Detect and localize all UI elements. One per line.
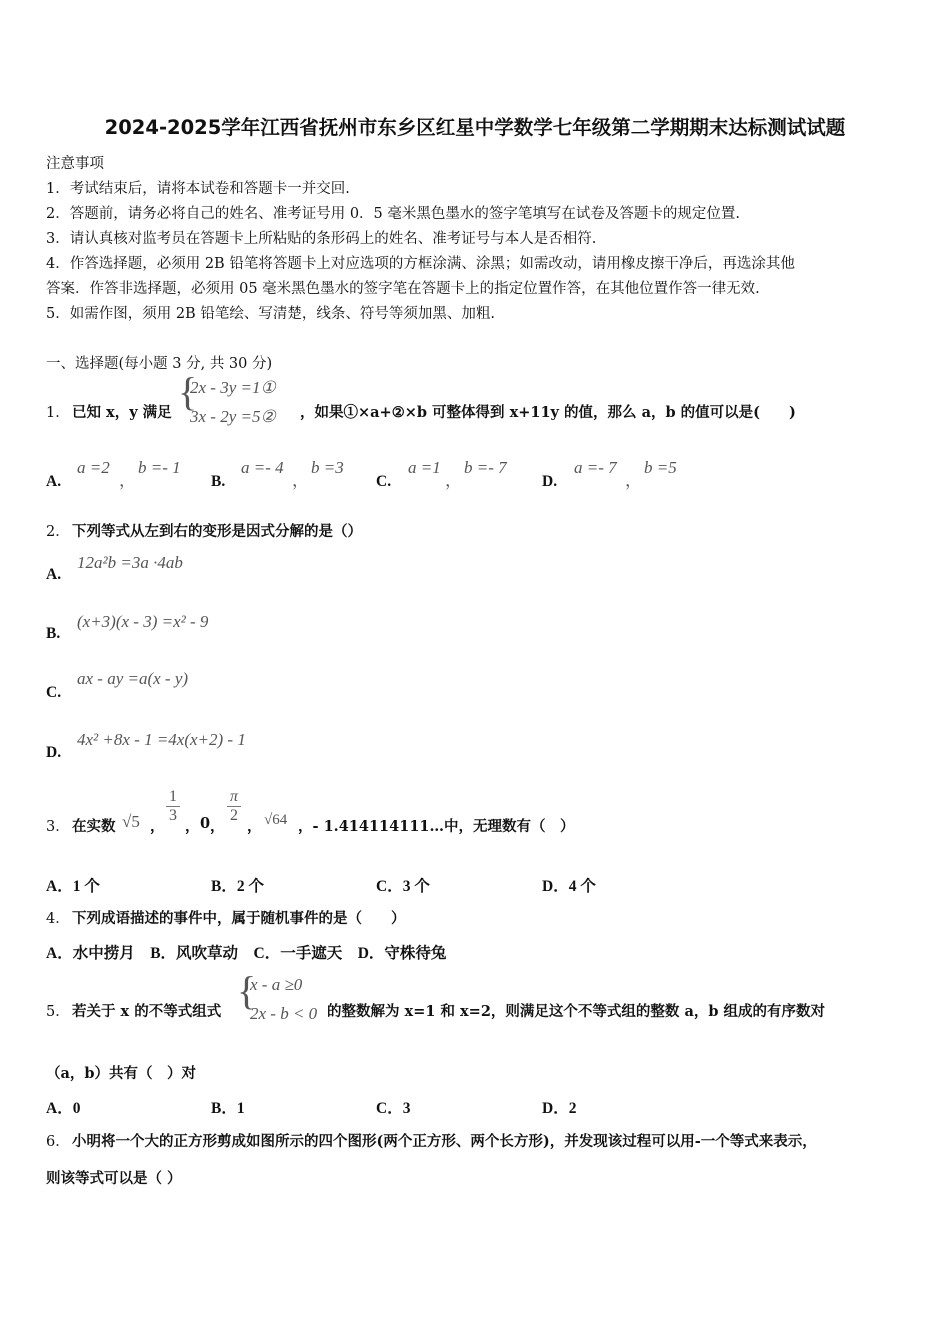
option-expression: 4x² +8x - 1 =4x(x+2) - 1 xyxy=(77,730,246,749)
notice-item: 5．如需作图，须用 2B 铅笔绘、写清楚，线条、符号等须加黑、加粗. xyxy=(46,306,495,322)
option[interactable]: D．2 xyxy=(542,1100,577,1117)
option-label[interactable]: C. xyxy=(46,684,62,701)
question-text: （a，b）共有（ ）对 xyxy=(46,1065,197,1082)
separator: ， xyxy=(445,471,462,490)
question-text: 下列等式从左到右的变形是因式分解的是（） xyxy=(72,523,362,540)
separator: ， xyxy=(185,818,200,835)
option[interactable]: B．1 xyxy=(211,1100,245,1117)
question-number: 6． xyxy=(46,1134,70,1150)
option-value: a =- 7 xyxy=(574,458,617,477)
notice-item: 3．请认真核对监考员在答题卡上所粘贴的条形码上的姓名、准考证号与本人是否相符. xyxy=(46,231,597,247)
equation: 2x - 3y =1① xyxy=(190,378,276,397)
question-number: 2． xyxy=(46,524,70,540)
option[interactable]: A．1 个 xyxy=(46,878,100,895)
question-text: 已知 x，y 满足 xyxy=(72,404,172,421)
section-heading: 一、选择题(每小题 3 分, 共 30 分) xyxy=(46,356,273,372)
option[interactable]: D．4 个 xyxy=(542,878,596,895)
option-value: b =5 xyxy=(644,458,677,477)
option-label[interactable]: A. xyxy=(46,566,62,583)
option-expression: (x+3)(x - 3) =x² - 9 xyxy=(77,612,209,631)
separator: ， xyxy=(247,818,262,835)
notice-item: 答案．作答非选择题，必须用 05 毫米黑色墨水的签字笔在答题卡上的指定位置作答，在其他位置作答一律无效. xyxy=(46,281,760,297)
option[interactable]: C．3 个 xyxy=(376,878,430,895)
page-title: 2024-2025学年江西省抚州市东乡区红星中学数学七年级第二学期期末达标测试试题 xyxy=(104,116,846,139)
separator: ， xyxy=(119,471,136,490)
option-label[interactable]: B. xyxy=(46,625,61,642)
option-expression: ax - ay =a(x - y) xyxy=(77,669,189,688)
option-value: a =1 xyxy=(408,458,441,477)
notice-item: 4．作答选择题，必须用 2B 铅笔将答题卡上对应选项的方框涂满、涂黑；如需改动，请用橡皮擦干净后，再选涂其他 xyxy=(46,256,795,272)
question-text: 下列成语描述的事件中，属于随机事件的是（ ） xyxy=(72,910,406,927)
option[interactable]: B．2 个 xyxy=(211,878,264,895)
option[interactable]: A．0 xyxy=(46,1100,81,1117)
question-text: 若关于 x 的不等式组式 xyxy=(72,1003,222,1020)
option-value: a =- 4 xyxy=(241,458,284,477)
fraction-pi-half: $\frac{\pi}{2}$ xyxy=(227,788,241,825)
option-label[interactable]: C. xyxy=(376,473,392,490)
question-text: 在实数 xyxy=(72,818,116,835)
fraction-one-third: $\frac{1}{3}$ xyxy=(166,788,180,825)
question-number: 4． xyxy=(46,911,70,927)
notice-heading: 注意事项 xyxy=(46,156,104,172)
option-value: b =- 1 xyxy=(138,458,181,477)
option-value: b =- 7 xyxy=(464,458,507,477)
option-label[interactable]: B. xyxy=(211,473,226,490)
option[interactable]: C．3 xyxy=(376,1100,411,1117)
notice-item: 2．答题前，请务必将自己的姓名、准考证号用 0．5 毫米黑色墨水的签字笔填写在试卷及答题卡的规定位置. xyxy=(46,206,740,222)
system-brace: { xyxy=(178,369,198,414)
sqrt-five: √5 xyxy=(122,812,140,831)
question-text: 小明将一个大的正方形剪成如图所示的四个图形(两个正方形、两个长方形)，并发现该过程可以用-一个等式来表示， xyxy=(72,1133,817,1150)
separator: ， xyxy=(210,818,225,835)
question-text: 则该等式可以是（ ） xyxy=(46,1170,182,1187)
option-label[interactable]: D. xyxy=(46,744,62,761)
option-label[interactable]: A. xyxy=(46,473,62,490)
sqrt-sixty-four: √64 xyxy=(264,812,288,828)
question-text: ，- 1.414114111…中，无理数有（ ） xyxy=(298,818,575,835)
inequality: x - a ≥0 xyxy=(250,975,303,994)
zero-value: 0 xyxy=(200,815,211,832)
inequality: 2x - b < 0 xyxy=(250,1004,318,1023)
separator: ， xyxy=(150,818,165,835)
option-value: b =3 xyxy=(311,458,344,477)
question-text: 的整数解为 x=1 和 x=2，则满足这个不等式组的整数 a，b 组成的有序数对 xyxy=(327,1003,826,1020)
question-number: 5． xyxy=(46,1004,70,1020)
option-label[interactable]: D. xyxy=(542,473,558,490)
system-brace: { xyxy=(237,968,257,1013)
question-text: ，如果①×a+②×b 可整体得到 x+11y 的值，那么 a，b 的值可以是( ) xyxy=(300,404,796,421)
separator: ， xyxy=(625,471,642,490)
option-expression: 12a²b =3a ·4ab xyxy=(77,553,183,572)
notice-item: 1．考试结束后，请将本试卷和答题卡一并交回. xyxy=(46,181,350,197)
option-value: a =2 xyxy=(77,458,110,477)
question-number: 3． xyxy=(46,819,70,835)
question-number: 1． xyxy=(46,405,70,421)
options-row[interactable]: A．水中捞月 B．风吹草动 C．一手遮天 D．守株待兔 xyxy=(46,945,447,962)
equation: 3x - 2y =5② xyxy=(190,407,276,426)
separator: ， xyxy=(292,471,309,490)
